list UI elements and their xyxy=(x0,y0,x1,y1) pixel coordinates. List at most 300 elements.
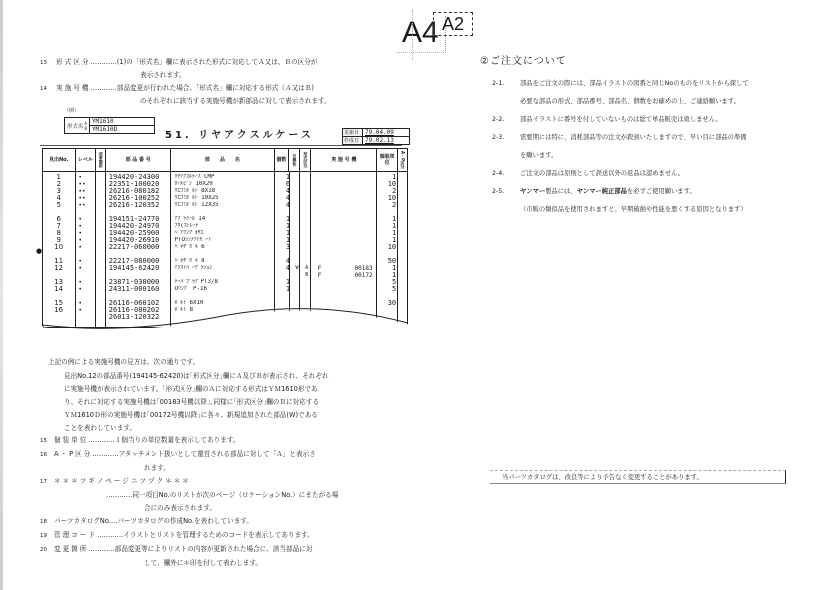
table-row xyxy=(43,181,407,188)
cell-part: 26216-080182 xyxy=(108,188,160,195)
cell-name: Oﾘﾝｸﾞ P-16 xyxy=(174,286,208,292)
order-item-3 xyxy=(492,134,749,142)
cell-name: ﾊﾞﾈｻﾞｶﾞﾈ 6 xyxy=(174,244,205,250)
table-row xyxy=(43,244,407,251)
cell-empty xyxy=(398,286,407,293)
cell-qty: 6 xyxy=(285,181,291,188)
cell-type xyxy=(302,279,312,286)
leader-dots: … xyxy=(110,517,118,525)
order-item-4 xyxy=(492,170,749,178)
cell-empty xyxy=(398,279,407,286)
item-text: 需要期には特に、消耗部品等の注文が殺到いたしますので、早い目に部品の準備 xyxy=(520,134,747,141)
cell-part: 22217-060000 xyxy=(108,244,160,251)
page-label-left: A4 xyxy=(396,16,446,53)
cell-qty: 1 xyxy=(285,174,291,181)
cell-empty xyxy=(398,202,407,209)
cell-empty xyxy=(98,237,107,244)
note-term: パーツカタログNo. xyxy=(54,517,111,525)
section-title: 51. リヤアクスルケース xyxy=(165,130,314,141)
cell-unit: 5 xyxy=(391,286,397,293)
cell-ex xyxy=(292,181,302,188)
cell-unit: 1 xyxy=(391,237,397,244)
order-item-3-cont: を願います。 xyxy=(520,152,558,159)
cell-level: •• xyxy=(78,188,86,195)
cell-unit: 50 xyxy=(387,258,397,265)
note-term: ＊＊＊ツギノページニツヅク＊＊＊ xyxy=(54,477,191,485)
table-row xyxy=(43,230,407,237)
cell-ex xyxy=(292,202,302,209)
cell-qty: 3 xyxy=(285,244,291,251)
table-row xyxy=(43,272,407,279)
cell-ex xyxy=(292,279,302,286)
item-key: 2-4. xyxy=(492,170,505,177)
leader-dots: ………… xyxy=(88,436,115,444)
cell-name xyxy=(172,272,276,279)
order-item-5 xyxy=(492,188,749,196)
cell-type xyxy=(302,188,312,195)
cell-empty xyxy=(98,286,107,293)
notes-top xyxy=(40,58,331,106)
cell-serial xyxy=(312,272,377,279)
catalog-notice: 当パーツカタログは、改良等により予告なく変更することがあります。 xyxy=(490,470,786,484)
change-marker-icon: ● xyxy=(36,247,43,255)
cell-ex: W xyxy=(295,265,299,271)
table-row xyxy=(43,223,407,230)
cell-name: ﾍﾞｱﾘﾝｸﾞｵｻｴ xyxy=(174,230,204,236)
genuine-parts: 純正部品 xyxy=(601,188,627,195)
cell-empty xyxy=(98,174,107,181)
cell-serial xyxy=(312,286,377,293)
cell-level: •• xyxy=(78,181,86,188)
note-number: 18 xyxy=(40,519,47,525)
explanation-line: ことを表わしています。 xyxy=(64,424,137,432)
note-number: 20 xyxy=(40,547,47,553)
cell-part: 26216-120352 xyxy=(108,202,160,209)
cell-ex xyxy=(292,286,302,293)
table-header xyxy=(43,149,407,172)
cell-unit: 10 xyxy=(387,244,397,251)
item-text: 部品イラストに番号を付していないものは総て単品販売は致しません。 xyxy=(520,116,722,123)
cell-empty xyxy=(398,265,407,272)
cell-empty xyxy=(398,188,407,195)
cell-empty xyxy=(98,223,107,230)
cell-name: ｱｼｽﾄﾊﾞｰｸﾞﾗｼｮﾝ xyxy=(174,265,213,271)
cell-unit: 10 xyxy=(387,181,397,188)
cell-qty: 1 xyxy=(285,279,291,286)
note-18 xyxy=(40,515,338,529)
note-text-cont: 合にのみ表示されます。 xyxy=(144,504,217,512)
cell-no: 11 xyxy=(54,258,64,265)
page-label-right: A2 xyxy=(433,12,473,36)
model-key-a: A xyxy=(84,120,87,126)
cell-empty xyxy=(98,258,107,265)
cell-type xyxy=(302,216,312,223)
order-item-1 xyxy=(492,80,749,88)
explanation-line: に実施号機が表示されています。｢形式区分｣欄のＡに対応する形式はＹＭ1610形であ xyxy=(64,385,318,393)
table-row xyxy=(43,188,407,195)
cell-part: 194420-24300 xyxy=(108,174,160,181)
col-part-name: 部 品 名 xyxy=(171,149,274,171)
table-row xyxy=(43,279,407,286)
cell-no: 14 xyxy=(54,286,64,293)
cell-part: 26116-080202 xyxy=(108,307,160,314)
cell-serial xyxy=(312,237,377,244)
item-text: ご注文の部品は原則として誤送以外の返品は認めません。 xyxy=(520,170,685,177)
divider-line xyxy=(40,145,402,146)
cell-qty: 1 xyxy=(285,230,291,237)
item-key: 2-3. xyxy=(492,134,505,141)
cell-part: 23871-030000 xyxy=(108,279,160,286)
note-term: 管理コード xyxy=(54,531,97,539)
leader-dots: ………… xyxy=(90,58,117,66)
updated-date: 79.04.09 xyxy=(365,129,394,136)
cell-level: • xyxy=(78,223,82,230)
cell-no: 2 xyxy=(56,181,61,188)
note-15 xyxy=(40,434,338,448)
note-text: (1)の「形式名」欄に表示された形式に対応してＡ又は、Ｂの区分が xyxy=(116,58,318,66)
cell-level: • xyxy=(78,307,82,314)
cell-empty xyxy=(98,230,107,237)
note-number: 19 xyxy=(40,533,47,539)
table-row xyxy=(43,174,407,181)
note-text: １個当りの単位数量を表示してあります。 xyxy=(114,436,240,444)
brand-name: ヤンマー xyxy=(520,188,546,195)
cell-name: ﾃｰﾊﾟﾌﾟﾗｸﾞPT3/8 xyxy=(174,279,219,285)
cell-empty xyxy=(398,223,407,230)
col-no: 見出No. xyxy=(43,149,76,171)
brand-name: ヤンマー xyxy=(576,188,602,195)
explanation-line: 見出No.12の部品番号(194145-62420)は｢形式区分｣欄にＡ及びＢが表示され、それぞれ xyxy=(64,372,329,380)
cell-no: 3 xyxy=(56,188,61,195)
cell-ex xyxy=(292,244,302,251)
col-change: 変更箇所 xyxy=(96,149,106,171)
cell-part: 194420-25900 xyxy=(108,230,160,237)
note-13 xyxy=(40,58,331,68)
cell-level: • xyxy=(78,174,82,181)
leader-dots: ………… xyxy=(90,84,117,92)
note-14 xyxy=(40,84,331,94)
cell-level: • xyxy=(78,230,82,237)
explanation-line: り、それに対応する実施号機は｢00183号機以降｣､同様に｢形式区分｣欄のＢに対応する xyxy=(64,398,320,406)
cell-type: A xyxy=(305,265,309,271)
cell-serial xyxy=(312,195,377,202)
cell-level: • xyxy=(78,258,82,265)
cell-no: 12 xyxy=(54,265,64,272)
col-unit: 個装単位 xyxy=(377,149,398,171)
cell-ex xyxy=(292,216,302,223)
cell-empty xyxy=(98,202,107,209)
cell-level: • xyxy=(78,286,82,293)
note-text-cont: れます。 xyxy=(144,464,170,472)
cell-no: 5 xyxy=(56,202,61,209)
cell-empty xyxy=(398,216,407,223)
table-row xyxy=(43,286,407,293)
cell-qty: 4 xyxy=(285,202,291,209)
cell-ex xyxy=(292,237,302,244)
cell-qty: 1 xyxy=(285,223,291,230)
cell-level: • xyxy=(78,216,82,223)
order-items xyxy=(492,80,749,214)
cell-empty xyxy=(98,244,107,251)
cell-type xyxy=(302,181,312,188)
note-text: アタッチメント扱いとして運営される部品に対して「Ａ」と表示さ xyxy=(118,450,316,458)
scan-edge xyxy=(0,0,3,590)
serial-number: 00183 xyxy=(354,265,373,272)
note-20 xyxy=(40,543,338,557)
cell-empty xyxy=(98,181,107,188)
col-serial: 実 施 号 機 xyxy=(311,149,377,171)
notes-bottom xyxy=(40,434,338,570)
cell-empty xyxy=(98,216,107,223)
cell-empty xyxy=(398,272,407,279)
cell-level: • xyxy=(78,265,82,272)
cell-empty xyxy=(98,195,107,202)
cell-qty: 4 xyxy=(285,195,291,202)
cell-type xyxy=(302,286,312,293)
cell-name: ｳｴｺﾐﾎﾞﾙﾄ 12X35 xyxy=(174,202,219,208)
note-17 xyxy=(40,475,338,489)
item-key: 2-5. xyxy=(492,188,505,195)
order-section-title: ②ご注文について xyxy=(480,56,567,67)
cell-qty: 4 xyxy=(285,188,291,195)
cell-unit: 1 xyxy=(391,230,397,237)
cell-no: 1 xyxy=(56,174,61,181)
created-date: 79.02.13 xyxy=(365,137,394,144)
cell-empty xyxy=(398,174,407,181)
cell-type xyxy=(302,237,312,244)
cell-unit: 30 xyxy=(387,300,397,307)
cell-empty xyxy=(98,265,107,272)
cell-ex xyxy=(292,188,302,195)
cell-serial xyxy=(312,244,377,251)
cell-no: 6 xyxy=(56,216,61,223)
note-term: 実施号機 xyxy=(56,84,91,92)
cell-name: ﾘﾔｱｸｽﾙｹｰｽ CMP xyxy=(174,174,215,180)
cell-serial xyxy=(312,258,377,265)
col-qty: 個数 xyxy=(275,149,290,171)
note-19 xyxy=(40,529,338,543)
model-key xyxy=(65,118,90,133)
created-label: 作成日 xyxy=(343,137,363,144)
order-item-2 xyxy=(492,116,749,124)
cell-level: • xyxy=(78,279,82,286)
order-item-1-cont: 必要な部品の形式、部品番号、部品名、個数をお確めの上、ご連絡願います。 xyxy=(520,98,740,105)
cell-ex xyxy=(292,174,302,181)
model-a-value: YM1610 xyxy=(91,118,114,125)
cell-empty xyxy=(398,244,407,251)
cell-name: ｳｴｺﾐﾎﾞﾙﾄ 10X25 xyxy=(174,195,219,201)
cell-serial xyxy=(312,181,377,188)
leader-dots: ………… xyxy=(88,545,115,553)
serial-prefix: F xyxy=(317,272,322,279)
cell-serial xyxy=(312,216,377,223)
note-text: 部品変更が行われた場合、｢形式名」欄に対応する形式（Ａ又はＢ) xyxy=(116,84,314,92)
cell-ex xyxy=(292,258,302,265)
cell-no: 15 xyxy=(54,300,64,307)
cell-no: 9 xyxy=(56,237,61,244)
model-key-label: 形式名 xyxy=(67,123,84,130)
cell-name: ﾎﾞﾙﾄ 8 xyxy=(174,307,194,313)
item-text: を必ずご使用願います。 xyxy=(626,188,696,195)
cell-qty: 4 xyxy=(285,258,291,265)
cell-part xyxy=(107,272,173,279)
note-term: 変更箇所 xyxy=(54,545,89,553)
order-item-5-cont: （市販の類似品を使用されますと、早期破損や性能を悪くする原因となります） xyxy=(520,206,747,213)
cell-no: 16 xyxy=(54,307,64,314)
cell-no: 10 xyxy=(54,244,64,251)
cell-name: ﾊﾞﾈｻﾞｶﾞﾈ 8 xyxy=(174,258,205,264)
note-term: 個装単位 xyxy=(54,436,89,444)
model-b-value: YM1610D xyxy=(90,125,154,133)
cell-part: 194145-62420 xyxy=(108,265,160,272)
cell-empty xyxy=(398,181,407,188)
item-text: 製品には、 xyxy=(545,188,577,195)
cell-part: 26116-060102 xyxy=(108,300,160,307)
cell-empty xyxy=(98,272,107,279)
cell-type xyxy=(302,230,312,237)
cell-empty xyxy=(398,195,407,202)
cell-unit: 1 xyxy=(391,216,397,223)
note-16 xyxy=(40,448,338,462)
cell-unit: 1 xyxy=(391,272,397,279)
date-box xyxy=(342,128,410,145)
item-key: 2-1. xyxy=(492,80,505,87)
col-ap: A・P区分 xyxy=(400,150,406,170)
note-text-cont: …………同一項目No.のリストが次のページ（ロケーションNo.）にまたがる場 xyxy=(106,491,339,499)
cell-ex xyxy=(292,195,302,202)
cell-level: • xyxy=(78,237,82,244)
cell-no xyxy=(43,272,74,279)
cell-level: •• xyxy=(78,202,86,209)
note-number: 13 xyxy=(40,60,47,66)
note-number: 14 xyxy=(40,86,47,92)
cell-empty xyxy=(398,237,407,244)
cell-serial xyxy=(312,265,377,272)
note-number: 17 xyxy=(40,479,47,485)
cell-no: 8 xyxy=(56,230,61,237)
note-text-cont: 表示されます。 xyxy=(140,71,186,79)
cell-level: • xyxy=(78,244,82,251)
cell-serial xyxy=(312,230,377,237)
cell-empty xyxy=(398,230,407,237)
cell-part: 194151-24770 xyxy=(108,216,160,223)
col-level: レベル xyxy=(76,149,97,171)
page-divider xyxy=(412,10,413,60)
item-key: 2-2. xyxy=(492,116,505,123)
cell-type xyxy=(302,202,312,209)
cell-no: 7 xyxy=(56,223,61,230)
torn-edge xyxy=(38,305,410,335)
note-text-cont: のそれぞれに該当する実施号機が新部品に対して表示されます。 xyxy=(140,97,331,105)
note-text-cont: して、欄外に＊印を付して表わします。 xyxy=(144,559,263,567)
cell-unit: 5 xyxy=(391,279,397,286)
cell-ex xyxy=(292,272,302,279)
cell-empty xyxy=(398,258,407,265)
cell-type xyxy=(302,174,312,181)
example-label: （例） xyxy=(64,108,80,114)
cell-unit: 2 xyxy=(391,202,397,209)
cell-part: 22351-100020 xyxy=(108,181,160,188)
updated-label: 更新日 xyxy=(343,129,363,136)
col-interchange: 互換性 xyxy=(289,149,300,171)
serial-number: 00172 xyxy=(354,272,373,279)
cell-ex xyxy=(292,230,302,237)
cell-qty xyxy=(276,272,292,279)
cell-name: ﾎﾞﾙﾄ 6X10 xyxy=(174,300,204,306)
cell-unit: 1 xyxy=(391,265,397,272)
table-row xyxy=(43,265,407,272)
serial-prefix: F xyxy=(317,265,322,272)
cell-qty: 1 xyxy=(285,286,291,293)
note-term: 形式区分 xyxy=(56,58,91,66)
table-row xyxy=(43,258,407,265)
cell-empty xyxy=(98,279,107,286)
cell-level: •• xyxy=(78,195,86,202)
table-row xyxy=(43,237,407,244)
note-term: A・P区分 xyxy=(54,450,93,458)
cell-part: 24311-000160 xyxy=(108,286,160,293)
cell-unit: 1 xyxy=(391,223,397,230)
cell-qty: 1 xyxy=(285,216,291,223)
table-body xyxy=(43,172,407,321)
note-text: パーツカタログの作成No.を表わしています。 xyxy=(117,517,253,525)
table-row xyxy=(43,216,407,223)
cell-type: B xyxy=(305,272,309,278)
cell-serial xyxy=(312,279,377,286)
model-name-box xyxy=(64,117,155,134)
leader-dots: ………… xyxy=(92,450,119,458)
cell-part: 26216-100252 xyxy=(108,195,160,202)
cell-type xyxy=(302,195,312,202)
cell-name: ﾛｰﾙﾋﾟﾝ 10X20 xyxy=(174,181,213,187)
cell-name: ｱﾌﾞﾗｼｰﾙ 14 xyxy=(174,216,206,222)
cell-ex xyxy=(292,223,302,230)
explanation-line: ＹＭ1610Ｄ形の実施号機は｢00172号機以降｣に各々、新規追加された部品(W)である xyxy=(64,411,318,419)
cell-unit: 2 xyxy=(391,188,397,195)
parts-table xyxy=(42,148,408,328)
cell-serial xyxy=(312,223,377,230)
table-row xyxy=(43,202,407,209)
cell-name: PTOｼﾝﾅﾌﾄｶﾞｰﾄﾞ xyxy=(174,237,214,243)
note-number: 15 xyxy=(40,438,47,444)
cell-type xyxy=(302,223,312,230)
cell-serial xyxy=(312,188,377,195)
cell-level xyxy=(74,272,98,279)
cell-empty xyxy=(98,188,107,195)
cell-unit: 1 xyxy=(391,174,397,181)
cell-type xyxy=(302,244,312,251)
cell-serial xyxy=(312,202,377,209)
cell-part: 22217-080000 xyxy=(108,258,160,265)
explanation xyxy=(48,358,329,435)
item-text: 部品をご注文の際には、部品イラストの図番と同じNoのものをリストから探して xyxy=(520,80,749,87)
col-type: 形式区分 xyxy=(300,149,311,171)
cell-part: 194420-26910 xyxy=(108,237,160,244)
model-key-b: B xyxy=(84,125,87,131)
cell-qty: 4 xyxy=(285,265,291,272)
cell-part: 26013-120322 xyxy=(108,314,160,321)
table-row xyxy=(43,195,407,202)
col-part-number: 部 品 番 号 xyxy=(106,149,171,171)
note-number: 16 xyxy=(40,452,47,458)
cell-name: ﾌﾀ(ｽﾄﾚｰﾅ xyxy=(174,223,199,229)
cell-level: • xyxy=(78,300,82,307)
cell-no: 4 xyxy=(56,195,61,202)
cell-part: 194420-24970 xyxy=(108,223,160,230)
cell-qty: 1 xyxy=(285,237,291,244)
cell-unit: 10 xyxy=(387,195,397,202)
cell-no: 13 xyxy=(54,279,64,286)
